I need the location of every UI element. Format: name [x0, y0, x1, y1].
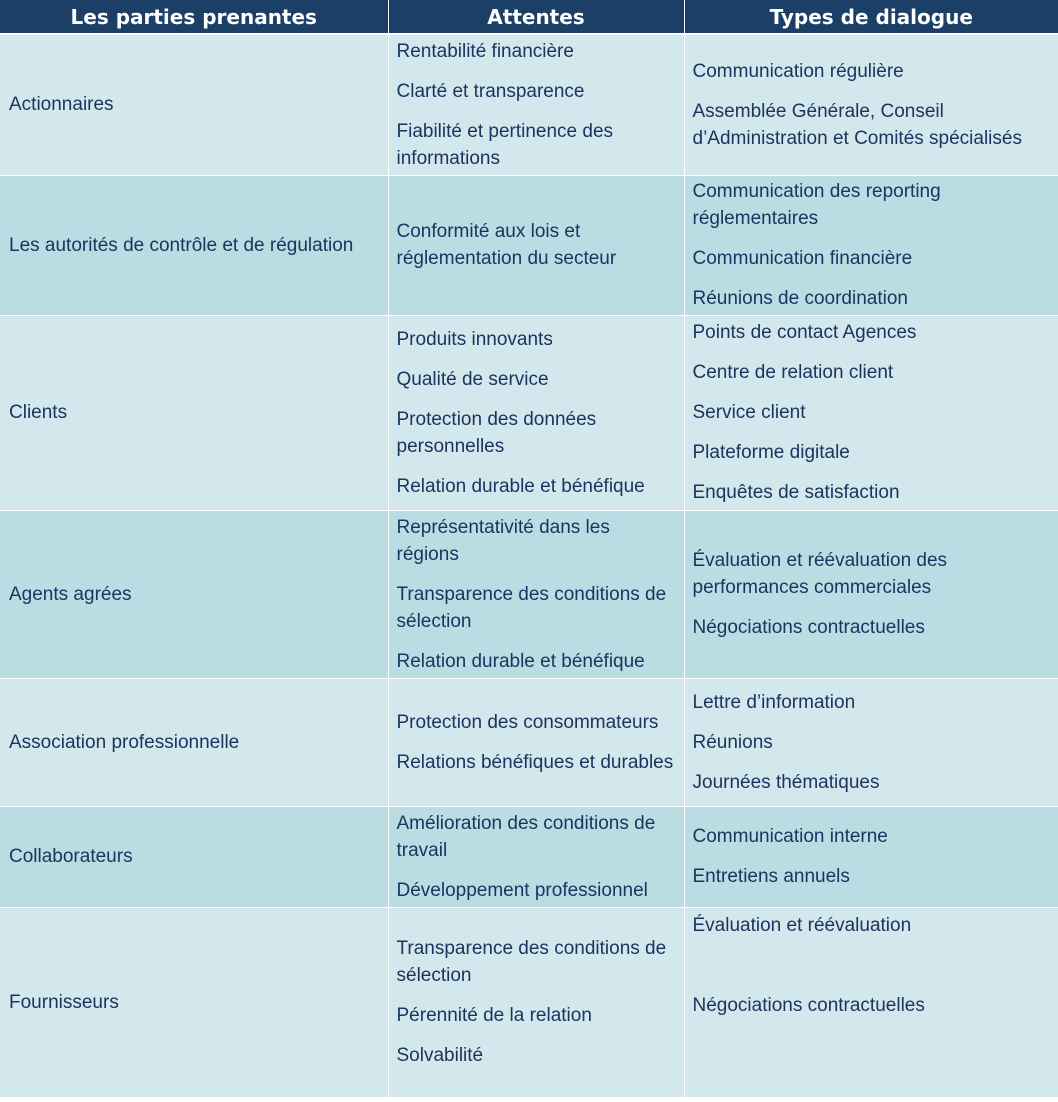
list-item: Évaluation et réévaluation des performances commerciales [692, 550, 948, 598]
list-item: Rentabilité financière [396, 40, 574, 62]
attentes-list [397, 326, 676, 500]
list-item: Transparence des conditions de sélection [396, 938, 667, 986]
list-item: Transparence des conditions de sélection [396, 583, 667, 632]
list-item: Entretiens annuels [692, 866, 850, 887]
dialogue-list [693, 319, 1051, 506]
dialogue-cell [684, 34, 1058, 175]
list-item: Qualité de service [396, 368, 549, 390]
list-item: Clarté et transparence [396, 80, 585, 102]
attentes-list [397, 218, 676, 272]
list-item: Représentativité dans les régions [396, 516, 610, 565]
list-item: Protection des consommateurs [396, 711, 659, 733]
attentes-cell [388, 175, 684, 315]
list-item: Solvabilité [396, 1045, 484, 1066]
party-cell: Fournisseurs [0, 907, 388, 1097]
dialogue-cell [684, 678, 1058, 806]
party-cell: Clients [0, 315, 388, 510]
list-item: Développement professionnel [396, 879, 648, 901]
attentes-list [397, 810, 676, 904]
list-item: Produits innovants [396, 328, 553, 350]
list-item: Communication régulière [692, 60, 904, 82]
dialogue-list [693, 912, 1051, 1019]
dialogue-list [693, 823, 1051, 890]
header-attentes: Attentes [388, 0, 684, 34]
list-item: Lettre d’information [692, 691, 856, 713]
attentes-list [397, 514, 676, 675]
list-item: Protection des données personnelles [396, 408, 597, 457]
party-cell: Association professionnelle [0, 678, 388, 806]
list-item: Communication financière [692, 248, 913, 269]
dialogue-list [693, 178, 1051, 312]
list-item: Relation durable et bénéfique [396, 650, 645, 672]
table-row [0, 907, 1058, 1097]
list-item: Pérennité de la relation [396, 1005, 592, 1026]
list-item: Assemblée Générale, Conseil d’Administration et Comités spécialisés [692, 100, 1022, 149]
attentes-cell [388, 34, 684, 175]
dialogue-list [693, 689, 1051, 796]
list-item: Réunions [692, 731, 773, 753]
dialogue-cell [684, 315, 1058, 510]
table-row [0, 315, 1058, 510]
party-cell: Collaborateurs [0, 806, 388, 907]
dialogue-cell [684, 907, 1058, 1097]
table-row [0, 678, 1058, 806]
attentes-cell [388, 806, 684, 907]
attentes-list [397, 935, 676, 1069]
list-item: Négociations contractuelles [692, 617, 925, 638]
list-item: Points de contact Agences [692, 322, 917, 343]
list-item: Journées thématiques [692, 771, 880, 793]
table-row [0, 510, 1058, 678]
header-dialogue: Types de dialogue [684, 0, 1058, 34]
list-item: Réunions de coordination [692, 288, 908, 309]
party-cell: Actionnaires [0, 34, 388, 175]
attentes-cell [388, 678, 684, 806]
attentes-cell [388, 907, 684, 1097]
header-row [0, 0, 1058, 34]
attentes-list [397, 38, 676, 172]
dialogue-cell [684, 806, 1058, 907]
attentes-cell [388, 315, 684, 510]
list-item: Service client [692, 402, 806, 423]
table-row [0, 34, 1058, 175]
party-cell: Les autorités de contrôle et de régulation [0, 175, 388, 315]
list-item: Communication des reporting réglementaires [692, 181, 941, 229]
attentes-list [397, 709, 676, 776]
header-parties: Les parties prenantes [0, 0, 388, 34]
list-item: Plateforme digitale [692, 442, 850, 463]
dialogue-list [693, 58, 1051, 152]
table-row [0, 175, 1058, 315]
list-item: Enquêtes de satisfaction [692, 482, 900, 503]
list-item: Négociations contractuelles [692, 994, 925, 1016]
list-item: Conformité aux lois et réglementation du secteur [396, 221, 617, 269]
attentes-cell [388, 510, 684, 678]
list-item: Relations bénéfiques et durables [396, 751, 674, 773]
list-item: Communication interne [692, 826, 888, 847]
list-item: Amélioration des conditions de travail [396, 812, 656, 861]
table-row [0, 806, 1058, 907]
list-item: Relation durable et bénéfique [396, 475, 645, 497]
list-item: Évaluation et réévaluation [692, 914, 912, 936]
party-cell: Agents agrées [0, 510, 388, 678]
list-item: Fiabilité et pertinence des informations [396, 120, 614, 169]
list-item: Centre de relation client [692, 362, 894, 383]
dialogue-cell [684, 510, 1058, 678]
dialogue-list [693, 547, 1051, 641]
dialogue-cell [684, 175, 1058, 315]
